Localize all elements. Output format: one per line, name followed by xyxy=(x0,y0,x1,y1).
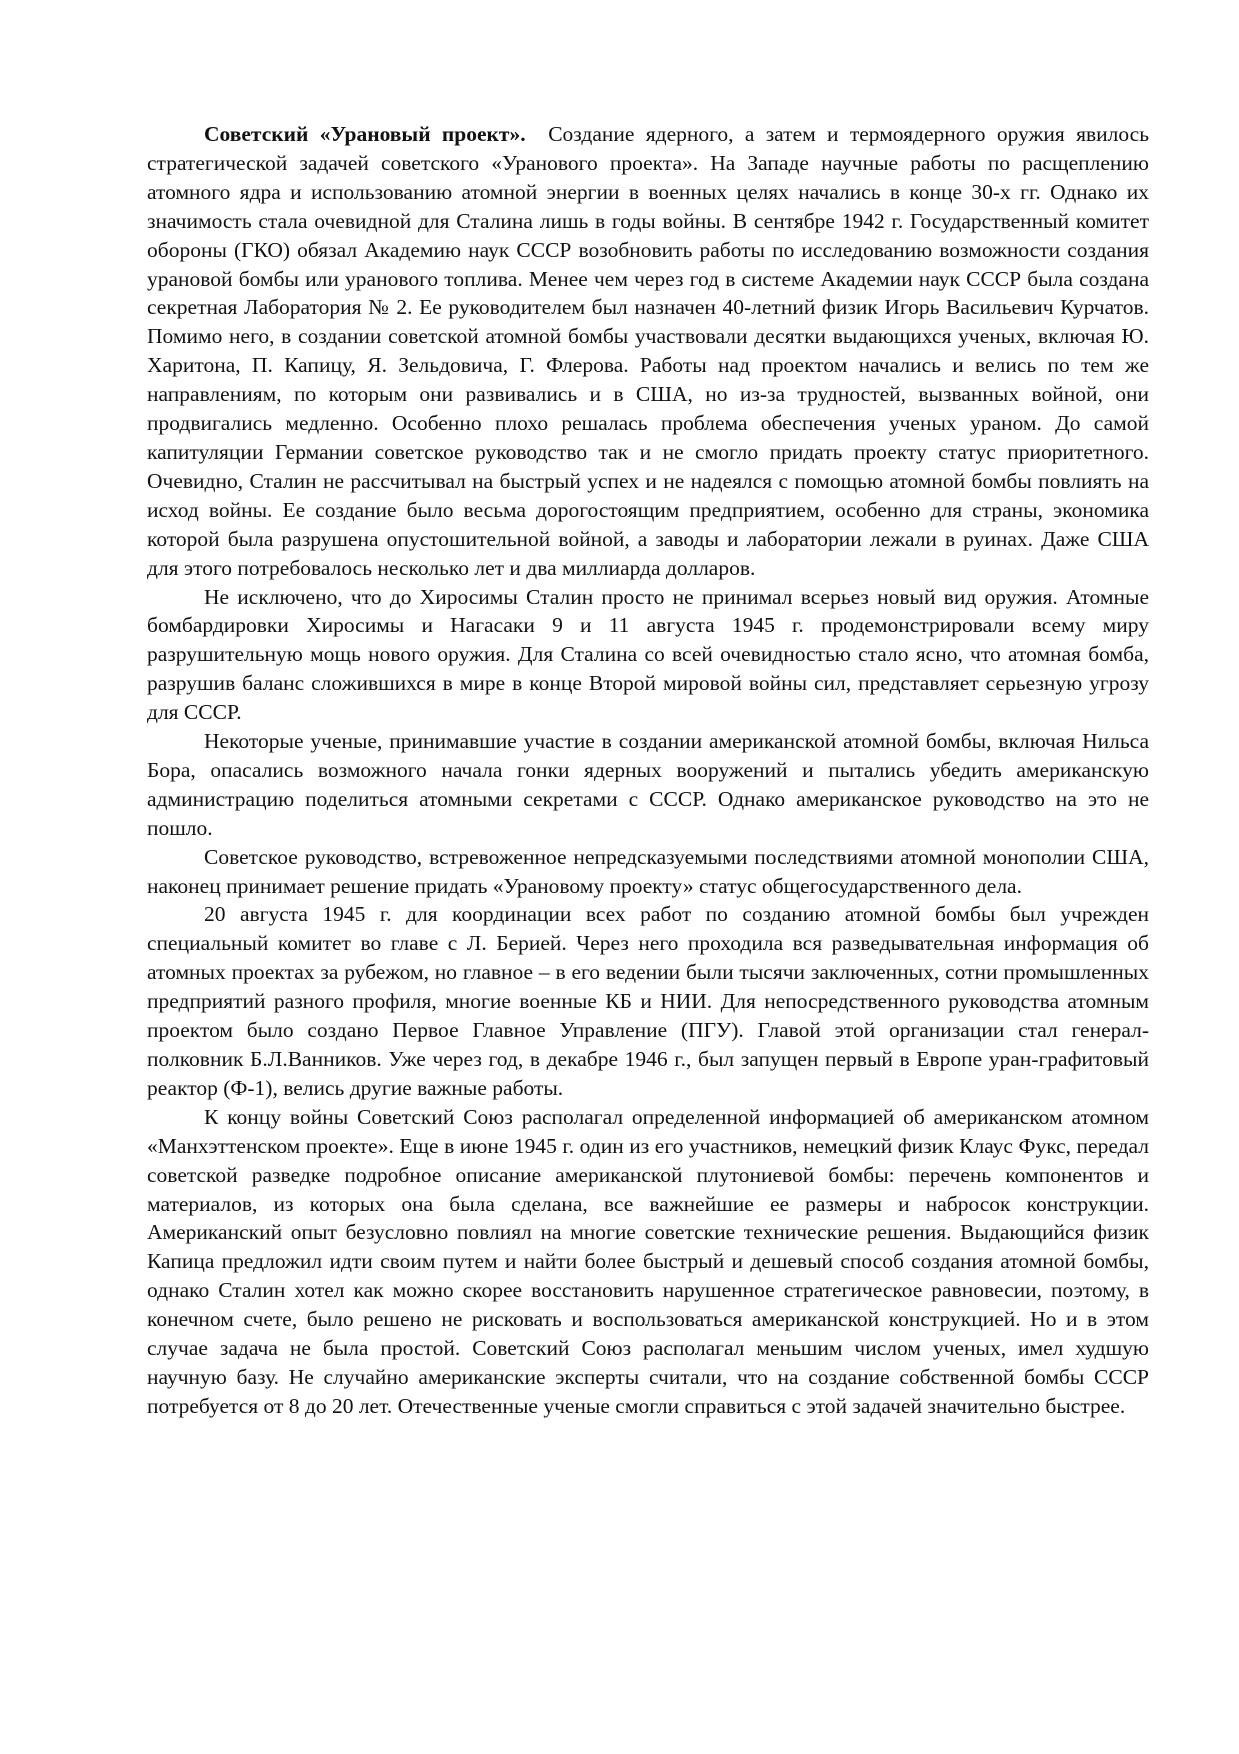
paragraph-intro xyxy=(147,120,1149,583)
paragraph: Не исключено, что до Хиросимы Сталин просто не принимал всерьез новый вид оружия. Атомные бомбардировки Хиросимы и Нагасаки 9 и 11 августа 1945 г. продемонстрировали всему миру разрушительную мощь нового оружия. Для Сталина со всей очевидностью стало ясно, что атомная бомба, разрушив баланс сложившихся в мире в конце Второй мировой войны сил, представляет серьезную угрозу для СССР. xyxy=(147,584,1149,725)
paragraph: К концу войны Советский Союз располагал определенной информацией об американском атомном «Манхэттенском проекте». Еще в июне 1945 г. один из его участников, немецкий физик Клаус Фукс, передал советской разведке подробное описание американской плутониевой бомбы: перечень компонентов и материалов, из которых она была сделана, все важнейшие ее размеры и набросок конструкции. Американский опыт безусловно повлиял на многие советские технические решения. Выдающийся физик Капица предложил идти своим путем и найти более быстрый и дешевый способ создания атомной бомбы, однако Сталин хотел как можно скорее восстановить нарушенное стратегическое равновесии, поэтому, в конечном счете, было решено не рисковать и воспользоваться американской конструкцией. Но и в этом случае задача не была простой. Советский Союз располагал меньшим числом ученых, имел худшую научную базу. Не случайно американские эксперты считали, что на создание собственной бомбы СССР потребуется от 8 до 20 лет. Отечественные ученые смогли справиться с этой задачей значительно быстрее. xyxy=(147,1104,1149,1418)
paragraph: 20 августа 1945 г. для координации всех работ по созданию атомной бомбы был учрежден специальный комитет во главе с Л. Берией. Через него проходила вся разведывательная информация об атомных проектах за рубежом, но главное – в его ведении были тысячи заключенных, сотни промышленных предприятий разного профиля, многие военные КБ и НИИ. Для непосредственного руководства атомным проектом было создано Первое Главное Управление (ПГУ). Главой этой организации стал генерал-полковник Б.Л.Ванников. Уже через год, в декабре 1946 г., был запущен первый в Европе уран-графитовый реактор (Ф-1), велись другие важные работы. xyxy=(147,902,1149,1100)
document-page xyxy=(147,120,1149,1421)
paragraph-text: Создание ядерного, а затем и термоядерного оружия явилось стратегической задачей советского «Уранового проекта». На Западе научные работы по расщеплению атомного ядра и использованию атомной энергии в военных целях начались в конце 30-х гг. Однако их значимость стала очевидной для Сталина лишь в годы войны. В сентябре 1942 г. Государственный комитет обороны (ГКО) обязал Академию наук СССР возобновить работы по исследованию возможности создания урановой бомбы или уранового топлива. Менее чем через год в системе Академии наук СССР была создана секретная Лаборатория № 2. Ее руководителем был назначен 40-летний физик Игорь Васильевич Курчатов. Помимо него, в создании советской атомной бомбы участвовали десятки выдающихся ученых, включая Ю. Харитона, П. Капицу, Я. Зельдовича, Г. Флерова. Работы над проектом начались и велись по тем же направлениям, по которым они развивались и в США, но из-за трудностей, вызванных войной, они продвигались медленно. Особенно плохо решалась проблема обеспечения ученых ураном. До самой капитуляции Германии советское руководство так и не смогло придать проекту статус приоритетного. Очевидно, Сталин не рассчитывал на быстрый успех и не надеялся с помощью атомной бомбы повлиять на исход войны. Ее создание было весьма дорогостоящим предприятием, особенно для страны, экономика которой была разрушена опустошительной войной, а заводы и лаборатории лежали в руинах. Даже США для этого потребовалось несколько лет и два миллиарда долларов. xyxy=(147,122,1149,580)
section-heading: Советский «Урановый проект». xyxy=(204,122,526,146)
paragraph: Некоторые ученые, принимавшие участие в создании американской атомной бомбы, включая Нильса Бора, опасались возможного начала гонки ядерных вооружений и пытались убедить американскую администрацию поделиться атомными секретами с СССР. Однако американское руководство на это не пошло. xyxy=(147,729,1149,840)
paragraph: Советское руководство, встревоженное непредсказуемыми последствиями атомной монополии США, наконец принимает решение придать «Урановому проекту» статус общегосударственного дела. xyxy=(147,844,1149,898)
